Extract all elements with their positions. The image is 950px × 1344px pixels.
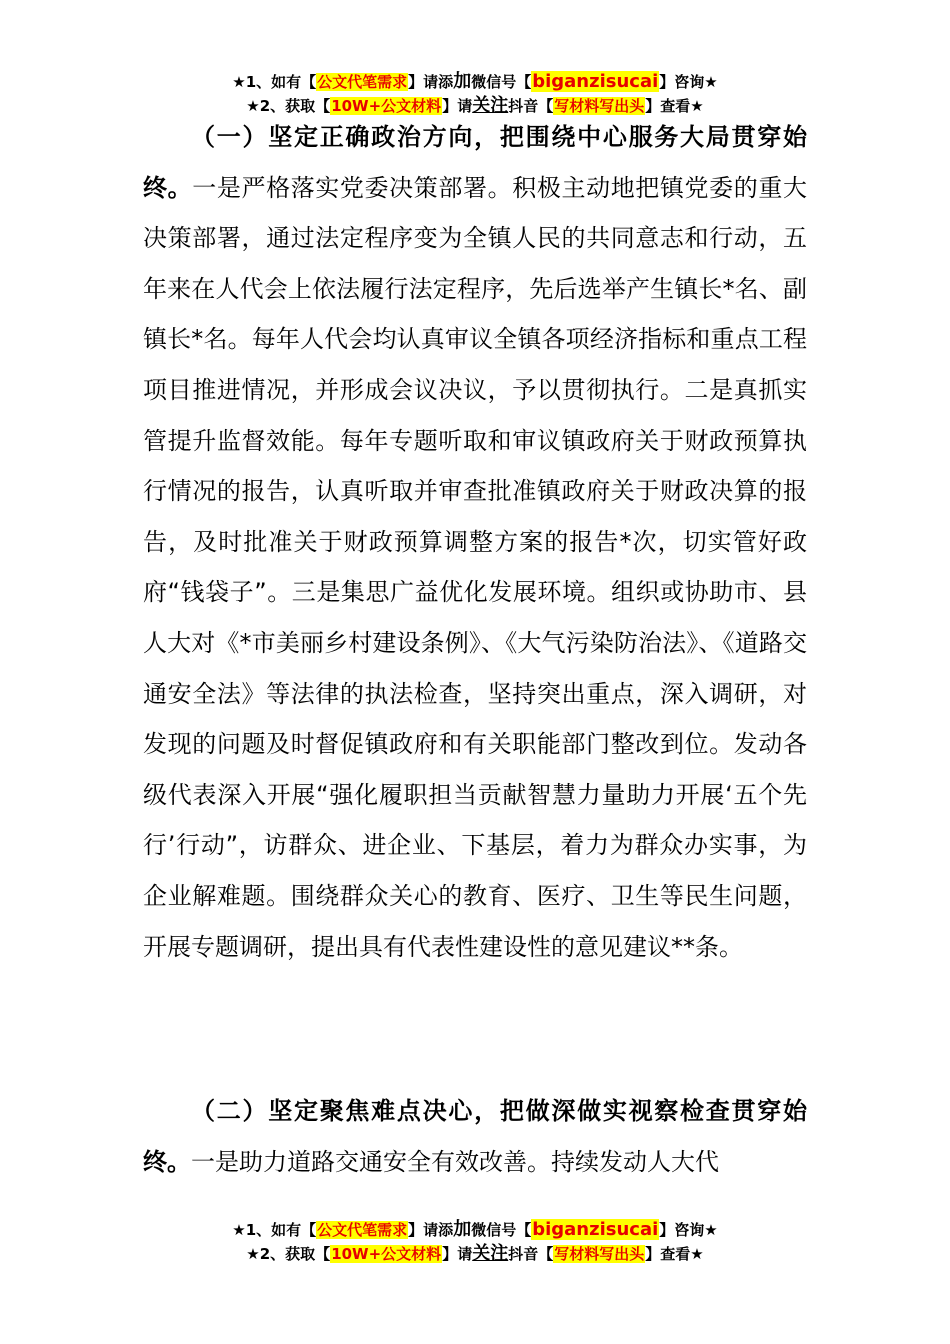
banner-line-2: ★2、获取【10W+公文材料】请关注抖音【写材料写出头】查看★	[246, 1243, 704, 1264]
banner-wechat-id: biganzisucai	[532, 1219, 659, 1240]
section-2	[143, 1086, 807, 1187]
paragraph	[143, 1086, 807, 1187]
header-banner	[0, 70, 950, 118]
banner-highlight: 公文代笔需求	[317, 73, 408, 91]
banner-line-2: ★2、获取【10W+公文材料】请关注抖音【写材料写出头】查看★	[246, 95, 704, 116]
section-1	[143, 112, 807, 972]
banner-highlight: 10W+公文材料	[331, 1245, 442, 1263]
banner-douyin-id: 写材料写出头	[554, 97, 645, 115]
section-heading: （一）坚定正确政治方向，把围绕中心服务大局贯穿始终。	[143, 123, 807, 202]
section-body: 一是严格落实党委决策部署。积极主动地把镇党委的重大决策部署，通过法定程序变为全镇人民的共同意志和行动，五年来在人代会上依法履行法定程序，先后选举产生镇长*名、副镇长*名。每年人代会均认真审议全镇各项经济指标和重点工程项目推进情况，并形成会议决议，予以贯彻执行。二是真抓实管提升监督效能。每年专题听取和审议镇政府关于财政预算执行情况的报告，认真听取并审查批准镇政府关于财政决算的报告，及时批准关于财政预算调整方案的报告*次，切实管好政府“钱袋子”。三是集思广益优化发展环境。组织或协助市、县人大对《*市美丽乡村建设条例》、《大气污染防治法》、《道路交通安全法》等法律的执法检查，坚持突出重点，深入调研，对发现的问题及时督促镇政府和有关职能部门整改到位。发动各级代表深入开展“强化履职担当贡献智慧力量助力开展‘五个先行’行动”，访群众、进企业、下基层，着力为群众办实事，为企业解难题。围绕群众关心的教育、医疗、卫生等民生问题，开展专题调研，提出具有代表性建设性的意见建议**条。	[143, 173, 808, 961]
section-heading: （二）坚定聚焦难点决心，把做深做实视察检查贯穿始终。	[143, 1097, 807, 1176]
banner-wechat-id: biganzisucai	[532, 71, 659, 92]
banner-line-1: ★1、如有【公文代笔需求】请添加微信号【biganzisucai】咨询★	[232, 1219, 718, 1240]
banner-douyin-id: 写材料写出头	[554, 1245, 645, 1263]
footer-banner	[0, 1218, 950, 1266]
banner-highlight: 公文代笔需求	[317, 1221, 408, 1239]
paragraph	[143, 112, 807, 972]
section-body: 一是助力道路交通安全有效改善。持续发动人大代	[191, 1147, 719, 1176]
banner-highlight: 10W+公文材料	[331, 97, 442, 115]
banner-line-1: ★1、如有【公文代笔需求】请添加微信号【biganzisucai】咨询★	[232, 71, 718, 92]
